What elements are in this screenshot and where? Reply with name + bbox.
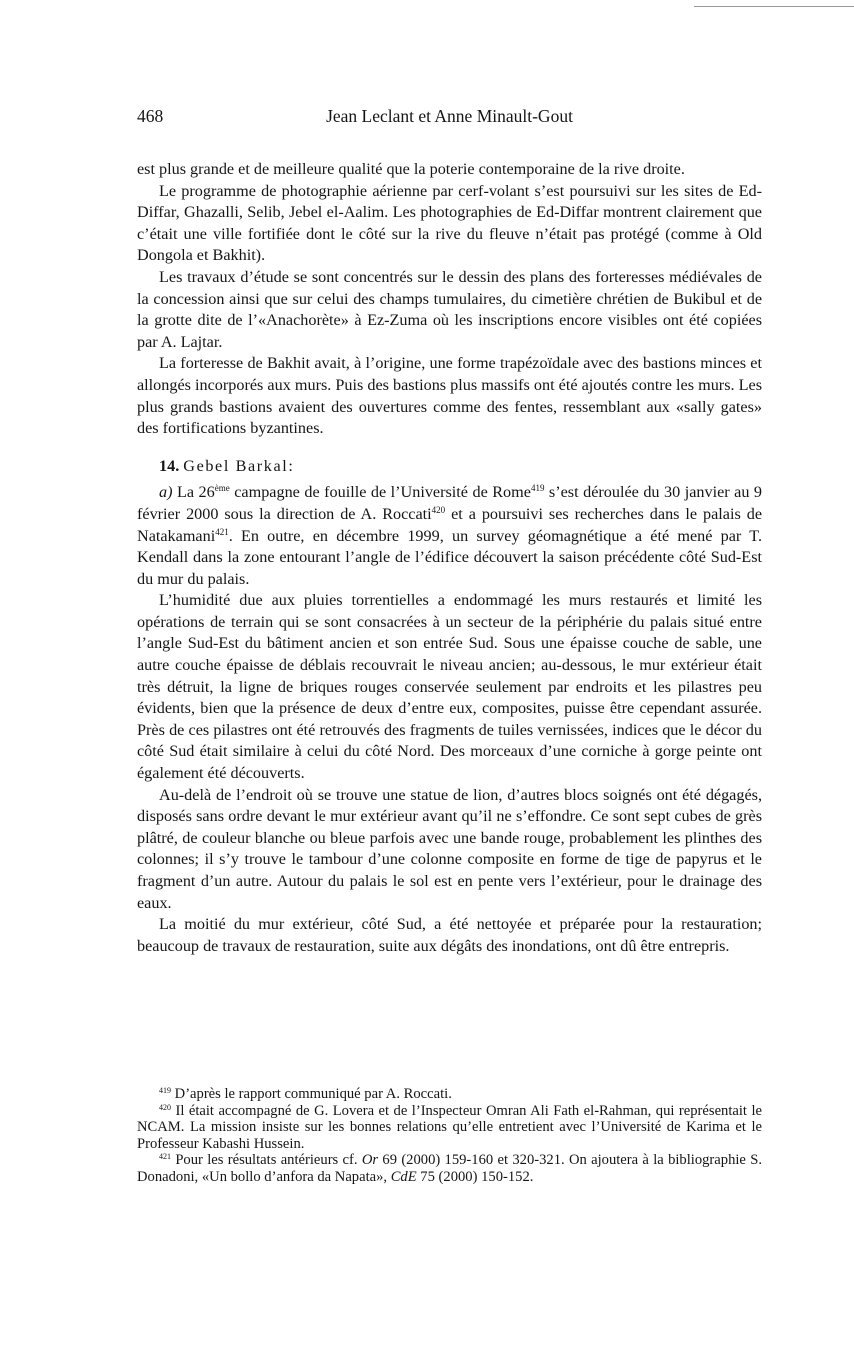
paragraph-5-text-4: et a poursuivi ses recherches dans le palais de Natakamani bbox=[137, 504, 762, 545]
top-edge-rule bbox=[694, 6, 854, 7]
footnote-421-text-2: 69 (2000) 159-160 et 320-321. On ajoutera à la bibliographie S. Donadoni, «Un bollo d’anfora da Napata», bbox=[137, 1152, 762, 1185]
paragraph-5 bbox=[137, 482, 762, 590]
paragraph-7: Au-delà de l’endroit où se trouve une statue de lion, d’autres blocs soignés ont été dégagés, disposés sans ordre devant le mur extérieur avant qu’il ne s’effondre. Ce sont sept cubes de grès plâtré, de couleur blanche ou bleue parfois avec une bande rouge, probablement les plinthes des colonnes; il s’y trouve le tambour d’une colonne composite en forme de tige de papyrus et le fragment d’un autre. Autour du palais le sol est en pente vers l’extérieur, pour le drainage des eaux. bbox=[137, 785, 762, 912]
running-head-authors: Jean Leclant et Anne Minault-Gout bbox=[326, 106, 573, 126]
footnote-420-text: Il était accompagné de G. Lovera et de l’Inspecteur Omran Ali Fath el-Rahman, qui représentait le NCAM. La mission insiste sur les bonnes relations qu’elle entretient avec l’Université de Karima et le Professeur Kabashi Hussein. bbox=[137, 1102, 762, 1152]
body-text bbox=[137, 159, 762, 957]
footnote-421-text-3: 75 (2000) 150-152. bbox=[416, 1168, 534, 1185]
paragraph-5-text-3: s’est déroulée du 30 janvier au 9 février 2000 sous la direction de A. Roccati bbox=[137, 483, 763, 523]
paragraph-5-text-1: La 26 bbox=[176, 483, 215, 502]
journal-or: Or bbox=[361, 1152, 379, 1169]
section-heading bbox=[137, 456, 762, 478]
section-title: Gebel Barkal: bbox=[183, 456, 295, 475]
paragraph-3: Les travaux d’étude se sont concentrés sur le dessin des plans des forteresses médiévales de la concession ainsi que sur celui des champs tumulaires, du cimetière chrétien de Bukibul et de la grotte dite de l’«Anachorète» à Ez-Zuma où les inscriptions encore visibles ont été copiées par A. Lajtar. bbox=[137, 267, 762, 351]
paragraph-1: est plus grande et de meilleure qualité que la poterie contemporaine de la rive droite. bbox=[137, 160, 685, 178]
footnote-number-420: 420 bbox=[159, 1102, 171, 1112]
footnotes bbox=[137, 1086, 762, 1186]
footnote-419 bbox=[137, 1086, 762, 1103]
journal-cde: CdE bbox=[390, 1168, 417, 1185]
section-number: 14. bbox=[159, 456, 180, 475]
footnote-ref-420: 420 bbox=[431, 504, 446, 515]
paragraph-2: Le programme de photographie aérienne par cerf-volant s’est poursuivi sur les sites de Ed-Diffar, Ghazalli, Selib, Jebel el-Aalim. Les photographies de Ed-Diffar montrent clairement que c’était une ville fortifiée dont le côté sur la rive du fleuve n’était pas protégé (comme à Old Dongola et Bakhit). bbox=[137, 181, 762, 265]
footnote-420 bbox=[137, 1103, 762, 1153]
footnote-number-421: 421 bbox=[159, 1152, 171, 1162]
running-head bbox=[137, 106, 762, 130]
footnote-ref-419: 419 bbox=[530, 483, 545, 494]
footnote-421 bbox=[137, 1152, 762, 1185]
footnote-421-text-1: Pour les résultats antérieurs cf. bbox=[171, 1152, 362, 1169]
subsection-letter: a) bbox=[159, 483, 173, 502]
footnote-ref-421: 421 bbox=[215, 526, 229, 537]
page-number: 468 bbox=[137, 106, 164, 126]
paragraph-8: La moitié du mur extérieur, côté Sud, a été nettoyée et préparée pour la restauration; beaucoup de travaux de restauration, suite aux dégâts des inondations, ont dû être entrepris. bbox=[137, 915, 762, 955]
paragraph-4: La forteresse de Bakhit avait, à l’origine, une forme trapézoïdale avec des bastions minces et allongés incorporés aux murs. Puis des bastions plus massifs ont été ajoutés contre les murs. Les plus grands bastions avaient des ouvertures comme des fentes, ressemblant aux «sally gates» des fortifications byzantines. bbox=[137, 354, 762, 438]
superscript-eme: ème bbox=[214, 483, 230, 494]
footnote-number-419: 419 bbox=[159, 1086, 171, 1095]
paragraph-5-text-2: campagne de fouille de l’Université de Rome bbox=[229, 483, 531, 502]
paragraph-6: L’humidité due aux pluies torrentielles a endommagé les murs restaurés et limité les opérations de terrain qui se sont consacrées à un secteur de la périphérie du palais situé entre l’angle Sud-Est du bâtiment ancien et son entrée Sud. Sous une épaisse couche de sable, une autre couche épaisse de déblais recouvrait le niveau ancien; au-dessous, le mur extérieur était très détruit, la ligne de briques rouges conservée seulement par endroits et les pilastres peu évidents, bien que la présence de deux d’entre eux, composites, puisse être cependant assurée. Près de ces pilastres ont été retrouvés des fragments de tuiles vernissées, indices que le décor du côté Sud était similaire à celui du côté Nord. Des morceaux d’une corniche à gorge peinte ont également été découverts. bbox=[137, 591, 762, 783]
paragraph-5-text-5: . En outre, en décembre 1999, un survey géomagnétique a été mené par T. Kendall dans la zone entourant l’angle de l’édifice découvert la saison précédente côté Sud-Est du mur du palais. bbox=[137, 526, 762, 588]
footnote-419-text: D’après le rapport communiqué par A. Roccati. bbox=[171, 1086, 452, 1102]
